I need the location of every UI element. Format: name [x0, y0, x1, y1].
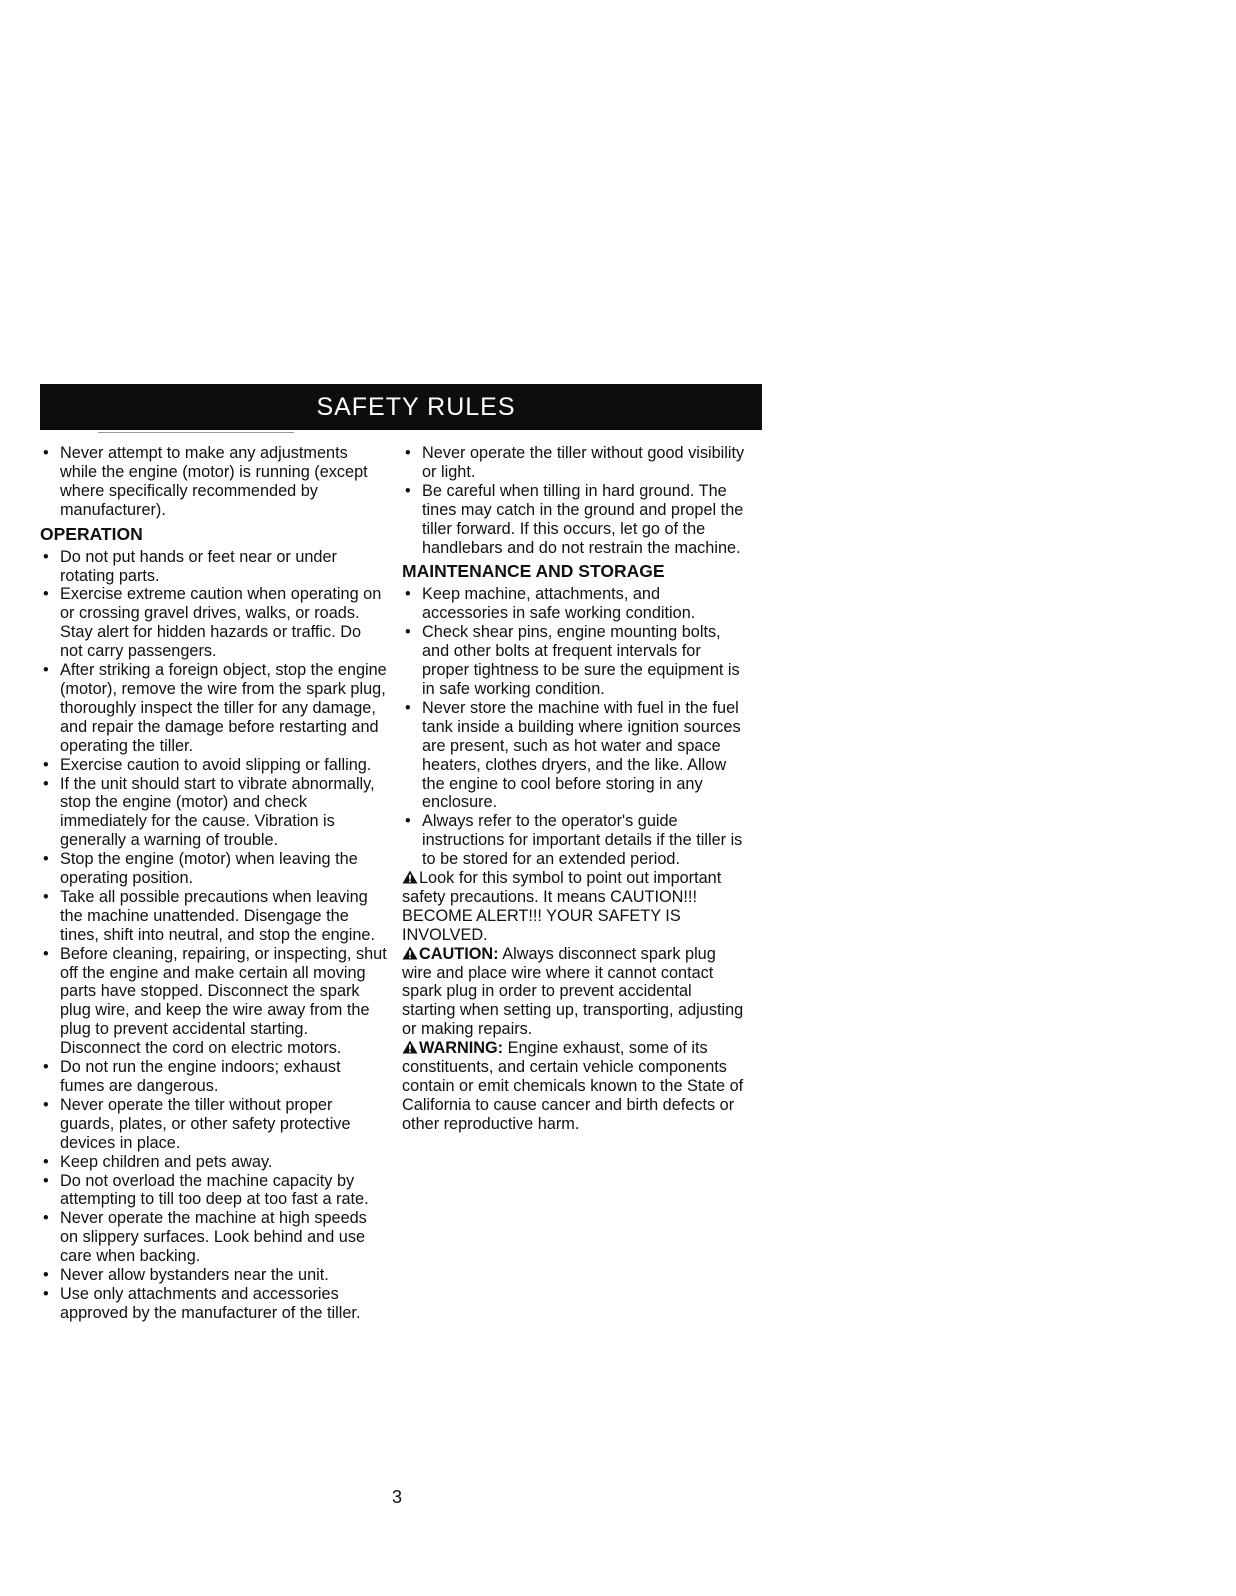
bullet-dot: •: [405, 623, 411, 642]
list-item: • Never attempt to make any adjustments while the engine (motor) is running (except where specifically recommended by manufacturer).: [43, 444, 368, 519]
bullet-dot: •: [405, 585, 411, 604]
list-item: • After striking a foreign object, stop the engine (motor), remove the wire from the spark plug, thoroughly inspect the tiller for any damage, and repair the damage before restarting and operating the tiller.: [43, 661, 387, 755]
bullet-dot: •: [43, 661, 49, 680]
intro-list: [402, 444, 747, 557]
list-item: • Never operate the tiller without proper guards, plates, or other safety protective devices in place.: [43, 1095, 351, 1152]
right-column: [402, 444, 747, 1134]
bullet-dot: •: [43, 1284, 49, 1303]
list-item: • Exercise caution to avoid slipping or falling.: [43, 755, 372, 774]
maintenance-list: [402, 585, 747, 869]
list-item: • Never store the machine with fuel in the fuel tank inside a building where ignition sources are present, such as hot water and space heaters, clothes dryers, and the like. Allow the engine to cool before storing in any enclosure.: [405, 698, 741, 812]
list-item: • Stop the engine (motor) when leaving the operating position.: [43, 850, 358, 888]
list-item: • Use only attachments and accessories approved by the manufacturer of the tiller.: [43, 1284, 361, 1322]
list-item: • Do not overload the machine capacity by attempting to till too deep at too fast a rate.: [43, 1171, 369, 1209]
bullet-dot: •: [43, 444, 49, 462]
list-item: • Before cleaning, repairing, or inspecting, shut off the engine and make certain all moving parts have stopped. Disconnect the spark plug wire, and keep the wire away from the plug to prevent accidental starting. Disconnect the cord on electric motors.: [43, 944, 387, 1058]
bullet-dot: •: [43, 1209, 49, 1228]
operation-heading: OPERATION: [40, 523, 143, 544]
bullet-dot: •: [43, 755, 49, 774]
list-item: • Never operate the tiller without good visibility or light.: [405, 444, 745, 481]
bullet-dot: •: [43, 585, 49, 604]
bullet-dot: •: [43, 887, 49, 906]
maintenance-heading: MAINTENANCE AND STORAGE: [402, 561, 665, 582]
list-item: • Take all possible precautions when leaving the machine unattended. Disengage the tines, shift into neutral, and stop the engine.: [43, 887, 375, 944]
list-item: • Never operate the machine at high speeds on slippery surfaces. Look behind and use care when backing.: [43, 1209, 367, 1266]
bullet-dot: •: [405, 481, 411, 500]
list-item: • Keep children and pets away.: [43, 1152, 273, 1171]
bullet-dot: •: [43, 1266, 49, 1285]
list-item: • Do not put hands or feet near or under rotating parts.: [43, 547, 337, 585]
warning-triangle-icon: [402, 870, 418, 884]
bullet-dot: •: [43, 1095, 49, 1114]
bullet-dot: •: [405, 812, 411, 831]
list-item: • Keep machine, attachments, and accessories in safe working condition.: [405, 585, 696, 623]
list-item: • Never allow bystanders near the unit.: [43, 1266, 329, 1285]
page-number: 3: [392, 1487, 403, 1507]
bullet-dot: •: [43, 1171, 49, 1190]
bullet-dot: •: [43, 774, 49, 793]
list-item: • If the unit should start to vibrate abnormally, stop the engine (motor) and check immediately for the cause. Vibration is generally a warning of trouble.: [43, 774, 375, 850]
list-item: • Be careful when tilling in hard ground. The tines may catch in the ground and propel the tiller forward. If this occurs, let go of the handlebars and do not restrain the machine.: [405, 481, 744, 557]
bullet-dot: •: [43, 1058, 49, 1077]
left-column: [40, 444, 388, 1323]
list-item: • Check shear pins, engine mounting bolts, and other bolts at frequent intervals for proper tightness to be sure the equipment is in safe working condition.: [405, 623, 740, 698]
bullet-dot: •: [43, 850, 49, 869]
list-item: • Exercise extreme caution when operating on or crossing gravel drives, walks, or roads. Stay alert for hidden hazards or traffic. Do not carry passengers.: [43, 585, 382, 661]
warning-triangle-icon: [402, 1040, 418, 1054]
intro-list: [40, 444, 388, 520]
caution-label: CAUTION:: [419, 944, 499, 963]
warning-note: WARNING: Engine exhaust, some of its constituents, and certain vehicle components contain or emit chemicals known to the State of California to cause cancer and birth defects or other reproductive harm.: [402, 1039, 744, 1133]
list-item: • Always refer to the operator's guide instructions for important details if the tiller is to be stored for an extended period.: [405, 812, 743, 869]
symbol-note: Look for this symbol to point out important safety precautions. It means CAUTION!!! BECOME ALERT!!! YOUR SAFETY IS INVOLVED.: [402, 869, 722, 944]
section-banner: [40, 384, 762, 430]
warning-label: WARNING:: [419, 1039, 504, 1058]
bullet-dot: •: [405, 444, 411, 462]
divider: [98, 432, 294, 433]
bullet-dot: •: [43, 1152, 49, 1171]
bullet-dot: •: [43, 944, 49, 963]
bullet-dot: •: [405, 698, 411, 717]
list-item: • Do not run the engine indoors; exhaust fumes are dangerous.: [43, 1058, 341, 1095]
bullet-dot: •: [43, 547, 49, 566]
section-title: SAFETY RULES: [316, 392, 516, 421]
warning-triangle-icon: [402, 946, 418, 960]
caution-note: CAUTION: Always disconnect spark plug wire and place wire where it cannot contact spark plug in order to prevent accidental starting when setting up, transporting, adjusting or making repairs.: [402, 944, 744, 1039]
operation-list: [40, 548, 388, 1323]
